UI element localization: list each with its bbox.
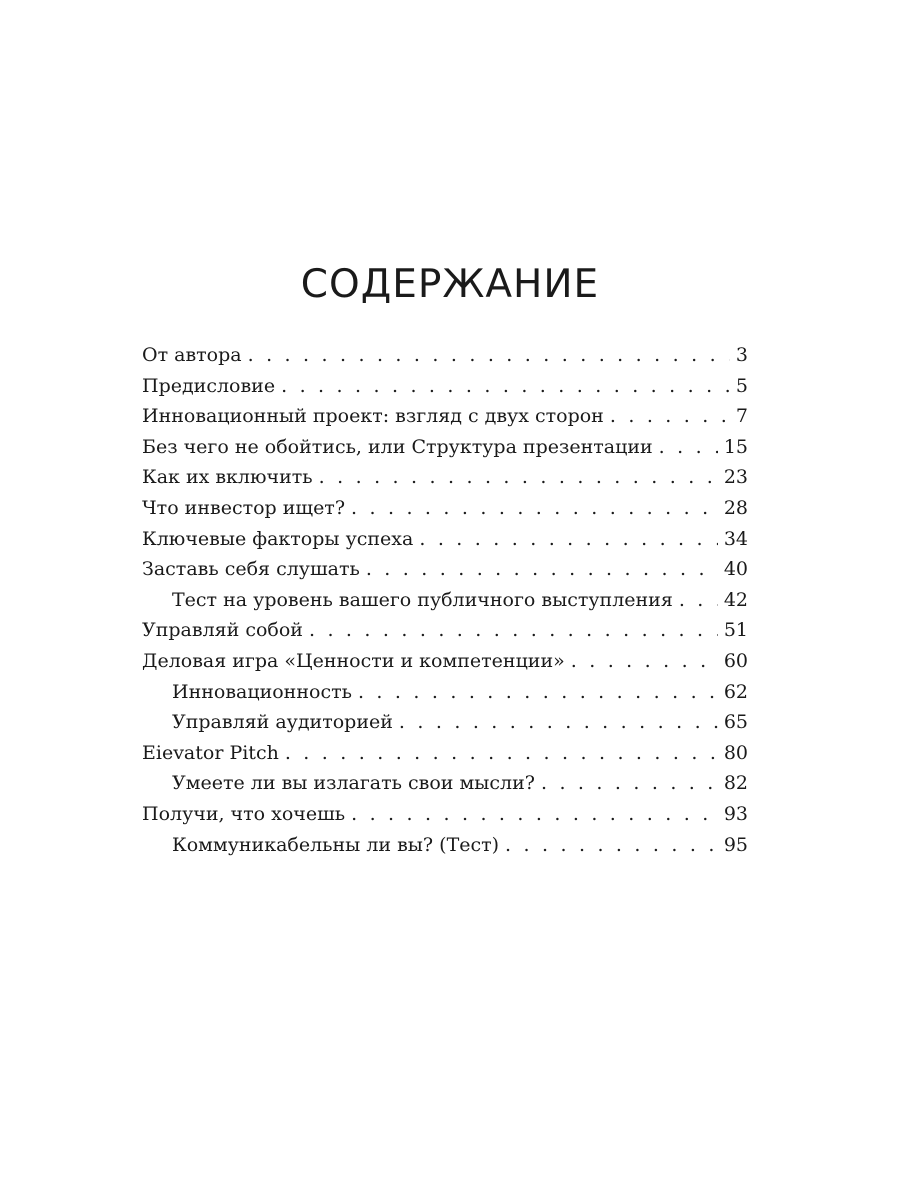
toc-entry-title: Предисловие bbox=[142, 374, 276, 397]
toc-leader-dots bbox=[248, 340, 730, 371]
toc-subentry[interactable] bbox=[142, 768, 748, 799]
toc-entry-page: 51 bbox=[723, 619, 748, 642]
toc-subentry[interactable] bbox=[142, 707, 748, 738]
toc-leader-dots bbox=[319, 462, 718, 493]
toc-entry-title: Ключевые факторы успеха bbox=[142, 527, 414, 550]
toc-leader-dots bbox=[659, 432, 718, 463]
toc-entry-page: 23 bbox=[723, 466, 748, 489]
toc-entry-page: 7 bbox=[735, 405, 748, 428]
toc-entry-title: Тест на уровень вашего публичного выступления bbox=[172, 588, 673, 611]
toc-leader-dots bbox=[541, 768, 718, 799]
toc-entry[interactable] bbox=[142, 554, 748, 585]
toc-entry-title: Инновационность bbox=[172, 680, 352, 703]
toc-leader-dots bbox=[399, 707, 718, 738]
toc-entry-title: Получи, что хочешь bbox=[142, 802, 346, 825]
toc-entry[interactable] bbox=[142, 615, 748, 646]
toc-entry-page: 40 bbox=[723, 558, 748, 581]
toc-entry-page: 95 bbox=[723, 833, 748, 856]
toc-entry-page: 3 bbox=[735, 344, 748, 366]
toc-entry-page: 42 bbox=[723, 588, 748, 611]
toc-entry[interactable] bbox=[142, 340, 748, 371]
toc-entry-title: Eievator Pitch bbox=[142, 741, 279, 764]
toc-entry[interactable] bbox=[142, 371, 748, 402]
toc-leader-dots bbox=[679, 585, 718, 616]
toc-entry-title: Как их включить bbox=[142, 466, 313, 489]
toc-entry-page: 15 bbox=[723, 435, 748, 458]
toc-entry-page: 34 bbox=[723, 527, 748, 550]
toc-subentry[interactable] bbox=[142, 677, 748, 708]
toc-leader-dots bbox=[610, 401, 730, 432]
toc-entry[interactable] bbox=[142, 646, 748, 677]
toc-entry-title: Что инвестор ищет? bbox=[142, 496, 346, 519]
toc-entry-page: 80 bbox=[723, 741, 748, 764]
toc-leader-dots bbox=[358, 677, 718, 708]
toc-entry-title: От автора bbox=[142, 344, 242, 366]
toc-entry-title: Коммуникабельны ли вы? (Тест) bbox=[172, 833, 500, 856]
toc-leader-dots bbox=[309, 615, 718, 646]
page-title: СОДЕРЖАНИЕ bbox=[300, 262, 600, 307]
toc-leader-dots bbox=[505, 830, 718, 861]
toc-leader-dots bbox=[281, 371, 730, 402]
table-of-contents bbox=[142, 340, 748, 860]
toc-entry-title: Без чего не обойтись, или Структура презентации bbox=[142, 435, 653, 458]
toc-entry-page: 62 bbox=[723, 680, 748, 703]
toc-entry-page: 28 bbox=[723, 496, 748, 519]
toc-entry-title: Заставь себя слушать bbox=[142, 558, 360, 581]
toc-entry-title: Умеете ли вы излагать свои мысли? bbox=[172, 772, 535, 795]
toc-entry[interactable] bbox=[142, 493, 748, 524]
toc-leader-dots bbox=[366, 554, 718, 585]
toc-entry[interactable] bbox=[142, 524, 748, 555]
toc-leader-dots bbox=[571, 646, 718, 677]
toc-entry[interactable] bbox=[142, 738, 748, 769]
toc-entry-page: 93 bbox=[723, 802, 748, 825]
toc-leader-dots bbox=[351, 493, 718, 524]
toc-entry-title: Деловая игра «Ценности и компетенции» bbox=[142, 649, 565, 672]
toc-entry-title: Управляй собой bbox=[142, 619, 303, 642]
toc-entry-page: 65 bbox=[723, 711, 748, 734]
toc-entry[interactable] bbox=[142, 432, 748, 463]
toc-entry-page: 5 bbox=[735, 374, 748, 397]
toc-entry[interactable] bbox=[142, 799, 748, 830]
toc-subentry[interactable] bbox=[142, 585, 748, 616]
toc-entry-title: Управляй аудиторией bbox=[172, 711, 393, 734]
toc-entry[interactable] bbox=[142, 462, 748, 493]
toc-subentry[interactable] bbox=[142, 830, 748, 861]
toc-entry-page: 82 bbox=[723, 772, 748, 795]
toc-leader-dots bbox=[285, 738, 718, 769]
toc-entry-page: 60 bbox=[723, 649, 748, 672]
toc-leader-dots bbox=[419, 524, 717, 555]
toc-entry-title: Инновационный проект: взгляд с двух сторон bbox=[142, 405, 604, 428]
toc-leader-dots bbox=[351, 799, 718, 830]
toc-entry[interactable] bbox=[142, 401, 748, 432]
